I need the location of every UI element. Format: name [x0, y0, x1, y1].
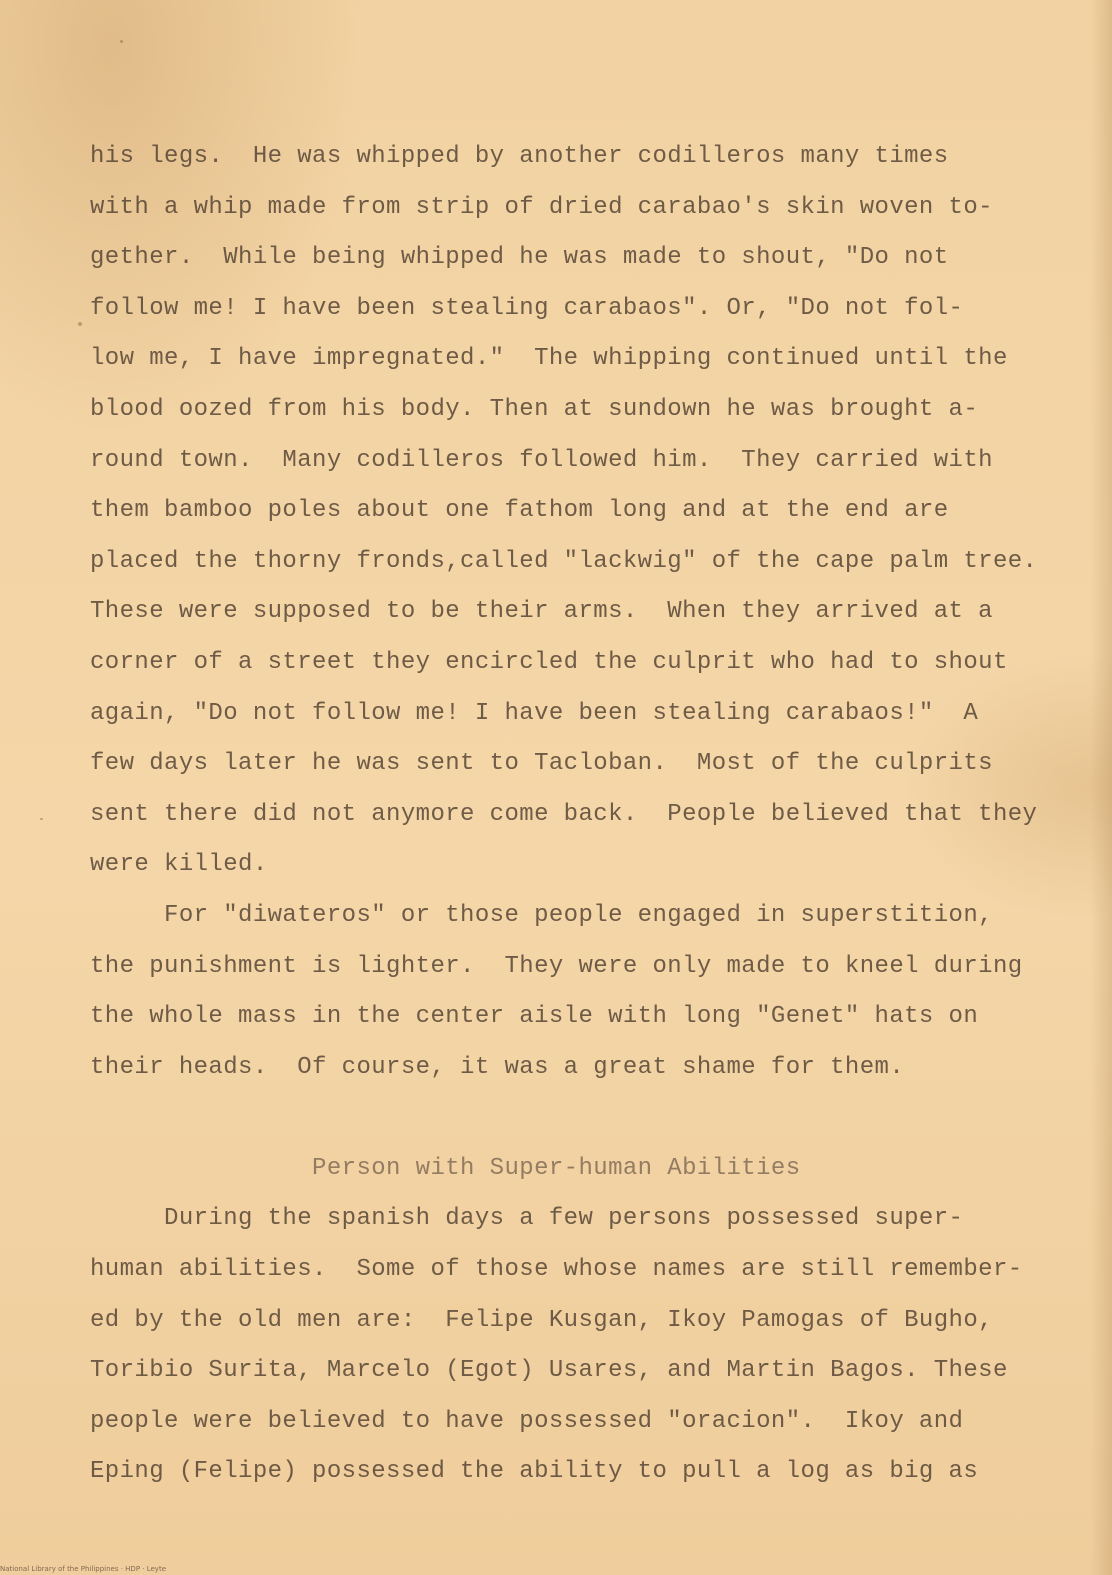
text-line: low me, I have impregnated." The whipping continued until the — [90, 345, 1008, 373]
text-line: For "diwateros" or those people engaged in superstition, — [90, 901, 993, 929]
text-line: follow me! I have been stealing carabaos". Or, "Do not fol- — [90, 294, 964, 322]
text-line: his legs. He was whipped by another codilleros many times — [90, 143, 949, 170]
text-line: placed the thorny fronds,called "lackwig" of the cape palm tree. — [90, 547, 1038, 575]
text-line: sent there did not anymore come back. People believed that they — [90, 800, 1038, 828]
section-heading: Person with Super-human Abilities — [90, 1154, 801, 1182]
text-line: few days later he was sent to Tacloban. Most of the culprits — [90, 750, 993, 778]
text-line: with a whip made from strip of dried carabao's skin woven to- — [90, 193, 993, 221]
blank-line — [90, 1093, 1090, 1144]
text-line: again, "Do not follow me! I have been stealing carabaos!" A — [90, 699, 979, 727]
text-line: their heads. Of course, it was a great shame for them. — [90, 1053, 905, 1081]
text-line: ed by the old men are: Felipe Kusgan, Ikoy Pamogas of Bugho, — [90, 1306, 993, 1334]
archive-footer: National Library of the Philippines · HDP · Leyte — [0, 1565, 166, 1573]
text-line: round town. Many codilleros followed him. They carried with — [90, 446, 993, 474]
paragraph-1 — [90, 132, 1090, 891]
text-line: During the spanish days a few persons possessed super- — [90, 1205, 964, 1233]
text-line: These were supposed to be their arms. When they arrived at a — [90, 598, 993, 626]
text-line: Eping (Felipe) possessed the ability to pull a log as big as — [90, 1458, 979, 1486]
text-line: people were believed to have possessed "oracion". Ikoy and — [90, 1407, 964, 1435]
paragraph-2 — [90, 891, 1090, 1093]
text-line: human abilities. Some of those whose names are still remember- — [90, 1256, 1023, 1284]
text-line: blood oozed from his body. Then at sundown he was brought a- — [90, 395, 979, 423]
text-line: the punishment is lighter. They were only made to kneel during — [90, 952, 1023, 980]
paper-speck — [120, 40, 123, 43]
typewritten-text — [90, 132, 1090, 1498]
paper-speck — [78, 322, 82, 326]
page-edge-shadow — [1090, 0, 1112, 1575]
text-line: corner of a street they encircled the culprit who had to shout — [90, 648, 1008, 676]
text-line: were killed. — [90, 851, 268, 879]
paragraph-3 — [90, 1194, 1090, 1498]
text-line: gether. While being whipped he was made to shout, "Do not — [90, 244, 949, 272]
text-line: Toribio Surita, Marcelo (Egot) Usares, and Martin Bagos. These — [90, 1357, 1008, 1385]
text-line: them bamboo poles about one fathom long and at the end are — [90, 497, 949, 525]
paper-speck — [40, 818, 43, 820]
text-line: the whole mass in the center aisle with long "Genet" hats on — [90, 1003, 979, 1031]
